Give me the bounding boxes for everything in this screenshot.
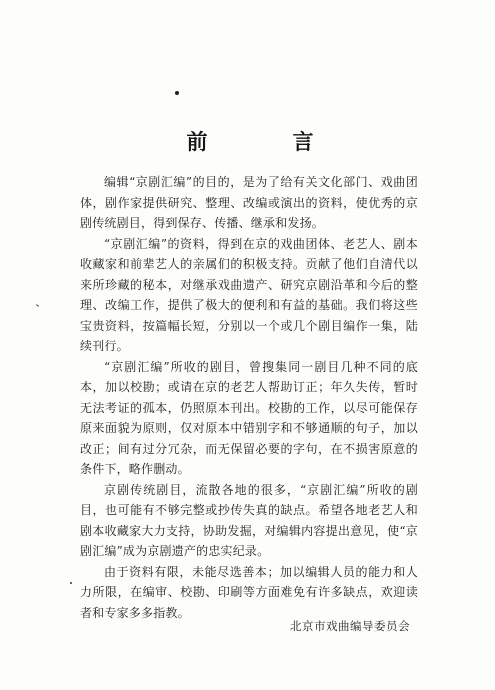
paragraph: “京剧汇编”所收的剧目，曾搜集同一剧目几种不同的底本，加以校勘；或请在京的老艺人帮助订正；年久失传，暂时无法考证的孤本，仍照原本刊出。校勘的工作，以尽可能保存原来面貌为原则，仅对原本中错别字和不够通顺的句子，加以改正；间有过分冗杂，而无保留必要的字句，在不损害原意的条件下，略作删动。	[80, 359, 418, 476]
paragraph: 由于资料有限，未能尽选善本；加以编辑人员的能力和人力所限，在编审、校勘、印刷等方面难免有许多缺点，欢迎读者和专家多多指教。	[80, 564, 418, 620]
margin-mark	[70, 582, 72, 584]
paragraph: 京剧传统剧目，流散各地的很多，“京剧汇编”所收的剧目，也可能有不够完整或抄传失真的缺点。希望各地老艺人和剧本收藏家大力支持，协助发掘，对编辑内容提出意见，使“京剧汇编”成为京剧遗产的忠实纪录。	[80, 482, 418, 558]
signature: 北京市戏曲编导委员会	[290, 619, 410, 633]
paragraph: “京剧汇编”的资料，得到在京的戏曲团体、老艺人、剧本收藏家和前辈艺人的亲属们的积极支持。贡献了他们自清代以来所珍藏的秘本，对继承戏曲遗产、研究京剧沿革和今后的整理、改编工作，提供了极大的便利和有益的基础。我们将这些宝贵资料，按篇幅长短，分别以一个或几个剧目编作一集，陆续刊行。	[80, 236, 418, 353]
ink-dot	[175, 91, 179, 95]
margin-mark	[36, 304, 39, 307]
preface-body	[80, 172, 418, 623]
page-title: 前 言	[186, 129, 346, 154]
paragraph: 编辑“京剧汇编”的目的，是为了给有关文化部门、戏曲团体，剧作家提供研究、整理、改编或演出的资料，使优秀的京剧传统剧目，得到保存、传播、继承和发扬。	[80, 175, 418, 230]
